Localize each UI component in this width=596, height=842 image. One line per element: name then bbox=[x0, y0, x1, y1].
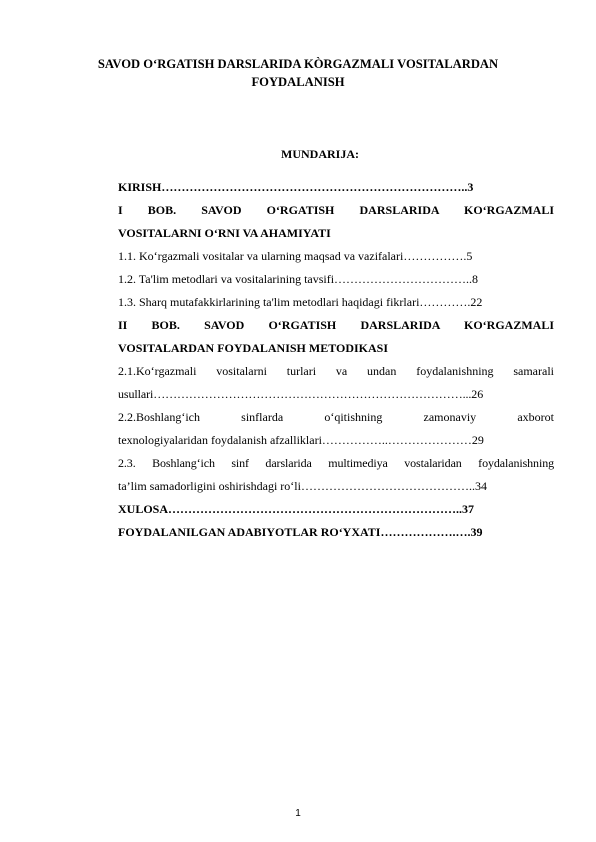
toc-chapter-2-heading-cont: VOSITALARDAN FOYDALANISH METODIKASI bbox=[118, 341, 389, 355]
toc-entry-2-3: 2.3. Boshlang‘ich sinf darslarida multimediya vostalaridan foydalanishning bbox=[118, 456, 554, 470]
toc-entry-introduction: KIRISH…………………………………………………………………..3 bbox=[118, 180, 474, 194]
toc-entry-2-1: 2.1.Ko‘rgazmali vositalarni turlari va undan foydalanishning samarali bbox=[118, 364, 554, 378]
toc-entry-2-2: 2.2.Boshlang‘ich sinflarda o‘qitishning zamonaviy axborot bbox=[118, 410, 554, 424]
toc-heading: MUNDARIJA: bbox=[281, 147, 359, 161]
toc-chapter-2-heading: II BOB. SAVOD O‘RGATISH DARSLARIDA KO‘RGAZMALI bbox=[118, 318, 554, 332]
toc-entry-1-2: 1.2. Ta'lim metodlari va vositalarining tavsifi……………………………..8 bbox=[118, 272, 479, 286]
toc-entry-2-2-cont: texnologiyalaridan foydalanish afzalliklari……………..…………………29 bbox=[118, 433, 484, 447]
document-title-line-2: FOYDALANISH bbox=[251, 75, 345, 89]
document-title bbox=[60, 55, 536, 91]
toc-entry-1-3: 1.3. Sharq mutafakkirlarining ta'lim metodlari haqidagi fikrlari………….22 bbox=[118, 295, 483, 309]
toc-entry-bibliography: FOYDALANILGAN ADABIYOTLAR RO‘YXATI……………….….39 bbox=[118, 525, 483, 539]
toc-entry-2-3-cont: ta’lim samadorligini oshirishdagi ro‘li……………………………………..34 bbox=[118, 479, 487, 493]
toc-chapter-1-heading-cont: VOSITALARNI O‘RNI VA AHAMIYATI bbox=[118, 226, 331, 240]
toc-entry-2-1-cont: usullari……………………………………………………………………...26 bbox=[118, 387, 484, 401]
page-number: 1 bbox=[295, 808, 301, 819]
table-of-contents bbox=[118, 176, 554, 544]
toc-entry-conclusion: XULOSA………………………………………………………………..37 bbox=[118, 502, 475, 516]
toc-chapter-1-heading: I BOB. SAVOD O‘RGATISH DARSLARIDA KO‘RGAZMALI bbox=[118, 203, 554, 217]
document-title-line-1: SAVOD O‘RGATISH DARSLARIDA KÒRGAZMALI VOSITALARDAN bbox=[97, 57, 499, 71]
toc-entry-1-1: 1.1. Ko‘rgazmali vositalar va ularning maqsad va vazifalari…………….5 bbox=[118, 249, 473, 263]
